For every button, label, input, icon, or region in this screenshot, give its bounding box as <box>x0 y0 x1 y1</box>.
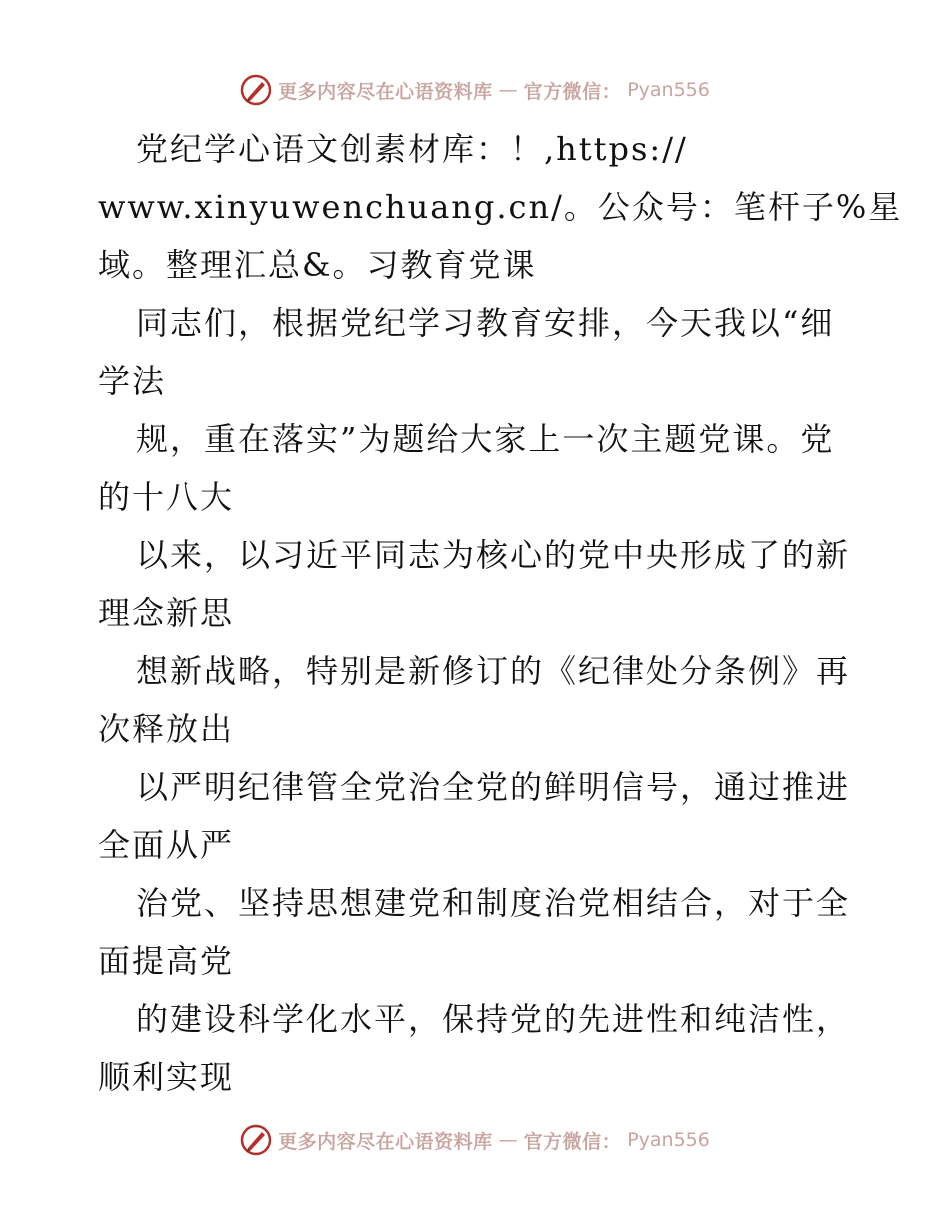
body-line: 以来，以习近平同志为核心的党中央形成了的新 <box>136 536 851 574</box>
banner-wechat-id: Pyan556 <box>627 1129 710 1151</box>
quill-pen-logo-icon <box>240 74 272 106</box>
banner-main-text: 更多内容尽在心语资料库 <box>278 80 493 103</box>
body-line: 全面从严 <box>98 826 235 864</box>
body-line: 治党、坚持思想建党和制度治党相结合，对于全 <box>136 884 851 922</box>
header-banner <box>0 72 950 108</box>
quill-pen-logo-icon <box>240 1124 272 1156</box>
body-line: 面提高党 <box>98 942 235 980</box>
body-line: 域。整理汇总&。习教育党课 <box>98 246 537 284</box>
body-line: 的建设科学化水平，保持党的先进性和纯洁性， <box>136 1000 851 1038</box>
body-line: www.xinyuwenchuang.cn/。公众号：笔杆子%星 <box>98 188 903 226</box>
body-line: 想新战略，特别是新修订的《纪律处分条例》再 <box>136 652 851 690</box>
footer-banner <box>0 1122 950 1158</box>
body-line: 同志们，根据党纪学习教育安排，今天我以“细 <box>136 304 835 342</box>
document-body <box>98 120 903 1106</box>
body-line: 理念新思 <box>98 594 235 632</box>
body-line: 顺利实现 <box>98 1058 235 1096</box>
body-line: 学法 <box>98 362 167 400</box>
banner-separator: — <box>498 1129 518 1151</box>
body-line: 规，重在落实”为题给大家上一次主题党课。党 <box>136 420 835 458</box>
body-line: 的十八大 <box>98 478 235 516</box>
banner-main-text: 更多内容尽在心语资料库 <box>278 1130 493 1153</box>
body-line: 以严明纪律管全党治全党的鲜明信号，通过推进 <box>136 768 851 806</box>
banner-wechat-id: Pyan556 <box>627 79 710 101</box>
banner-separator: — <box>498 79 518 101</box>
body-line: 党纪学心语文创素材库：！,https:// <box>136 130 688 168</box>
body-line: 次释放出 <box>98 710 235 748</box>
banner-wechat-label: 官方微信： <box>523 1130 622 1153</box>
banner-wechat-label: 官方微信： <box>523 80 622 103</box>
